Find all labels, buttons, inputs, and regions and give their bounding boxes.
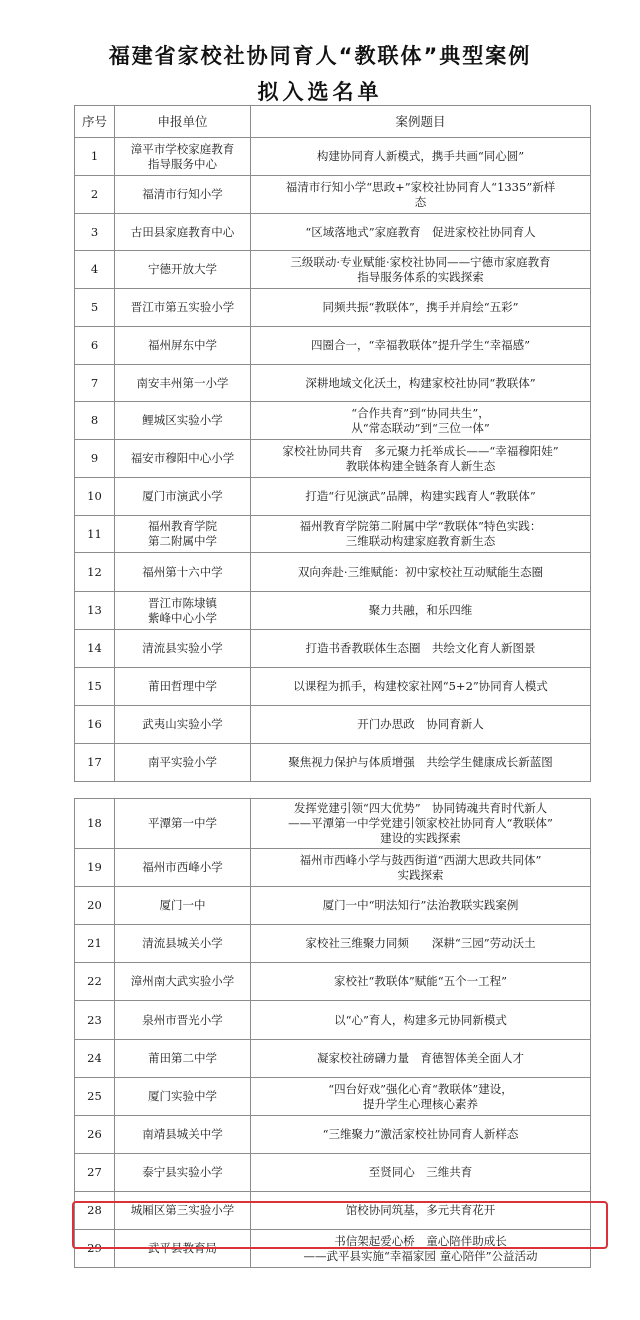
row-case-title: 书信架起爱心桥 童心陪伴助成长 ——武平县实施“幸福家园 童心陪伴”公益活动 bbox=[251, 1230, 591, 1268]
table-row bbox=[75, 799, 591, 849]
row-case-title: “合作共育”到“协同共生”， 从“常态联动”到“三位一体” bbox=[251, 402, 591, 440]
row-number: 4 bbox=[75, 251, 115, 289]
table-row bbox=[75, 365, 591, 402]
row-unit: 清流县城关小学 bbox=[115, 925, 251, 963]
row-number: 2 bbox=[75, 176, 115, 214]
row-unit: 鲤城区实验小学 bbox=[115, 402, 251, 440]
table-row bbox=[75, 138, 591, 176]
table-row bbox=[75, 668, 591, 706]
table-row bbox=[75, 963, 591, 1001]
row-unit: 漳平市学校家庭教育 指导服务中心 bbox=[115, 138, 251, 176]
row-unit: 南安丰州第一小学 bbox=[115, 365, 251, 402]
row-unit: 泉州市晋光小学 bbox=[115, 1001, 251, 1040]
row-unit: 宁德开放大学 bbox=[115, 251, 251, 289]
table-row bbox=[75, 1116, 591, 1154]
row-number: 15 bbox=[75, 668, 115, 706]
row-number: 1 bbox=[75, 138, 115, 176]
row-unit: 清流县实验小学 bbox=[115, 630, 251, 668]
table-row bbox=[75, 516, 591, 553]
row-case-title: 以“心”育人，构建多元协同新模式 bbox=[251, 1001, 591, 1040]
row-unit: 福州市西峰小学 bbox=[115, 849, 251, 887]
table-row bbox=[75, 327, 591, 365]
row-unit: 福清市行知小学 bbox=[115, 176, 251, 214]
row-number: 28 bbox=[75, 1192, 115, 1230]
table-row bbox=[75, 592, 591, 630]
row-number: 3 bbox=[75, 214, 115, 251]
row-case-title: 福清市行知小学“思政+”家校社协同育人“1335”新样 态 bbox=[251, 176, 591, 214]
row-unit: 南靖县城关中学 bbox=[115, 1116, 251, 1154]
row-case-title: 以课程为抓手，构建校家社网“5+2”协同育人模式 bbox=[251, 668, 591, 706]
row-number: 25 bbox=[75, 1078, 115, 1116]
row-unit: 莆田哲理中学 bbox=[115, 668, 251, 706]
row-case-title: 同频共振“教联体”，携手并肩绘“五彩” bbox=[251, 289, 591, 327]
table-row bbox=[75, 925, 591, 963]
row-unit: 武夷山实验小学 bbox=[115, 706, 251, 744]
row-number: 8 bbox=[75, 402, 115, 440]
row-unit: 厦门市演武小学 bbox=[115, 478, 251, 516]
table-row bbox=[75, 1001, 591, 1040]
row-number: 12 bbox=[75, 553, 115, 592]
row-case-title: 三级联动·专业赋能·家校社协同——宁德市家庭教育 指导服务体系的实践探索 bbox=[251, 251, 591, 289]
row-unit: 漳州南大武实验小学 bbox=[115, 963, 251, 1001]
row-unit: 厦门实验中学 bbox=[115, 1078, 251, 1116]
row-case-title: 双向奔赴·三维赋能：初中家校社互动赋能生态圈 bbox=[251, 553, 591, 592]
row-unit: 晋江市第五实验小学 bbox=[115, 289, 251, 327]
row-number: 11 bbox=[75, 516, 115, 553]
highlight-box-row-28 bbox=[72, 1201, 608, 1249]
row-unit: 莆田第二中学 bbox=[115, 1040, 251, 1078]
row-number: 21 bbox=[75, 925, 115, 963]
table-row bbox=[75, 214, 591, 251]
row-unit: 古田县家庭教育中心 bbox=[115, 214, 251, 251]
row-number: 13 bbox=[75, 592, 115, 630]
case-table-part-1 bbox=[74, 105, 591, 782]
table-row bbox=[75, 553, 591, 592]
row-number: 23 bbox=[75, 1001, 115, 1040]
case-table-part-2 bbox=[74, 798, 591, 1268]
row-case-title: 凝家校社磅礴力量 育德智体美全面人才 bbox=[251, 1040, 591, 1078]
row-number: 5 bbox=[75, 289, 115, 327]
row-number: 6 bbox=[75, 327, 115, 365]
row-unit: 武平县教育局 bbox=[115, 1230, 251, 1268]
row-case-title: 构建协同育人新模式，携手共画“同心圆” bbox=[251, 138, 591, 176]
table-row bbox=[75, 251, 591, 289]
row-number: 17 bbox=[75, 744, 115, 782]
document-subtitle: 拟入选名单 bbox=[257, 80, 383, 104]
row-unit: 南平实验小学 bbox=[115, 744, 251, 782]
row-case-title: “四台好戏”强化心育“教联体”建设， 提升学生心理核心素养 bbox=[251, 1078, 591, 1116]
row-number: 24 bbox=[75, 1040, 115, 1078]
row-number: 22 bbox=[75, 963, 115, 1001]
table-row bbox=[75, 630, 591, 668]
row-number: 27 bbox=[75, 1154, 115, 1192]
row-case-title: 至贤同心 三维共育 bbox=[251, 1154, 591, 1192]
row-unit: 城厢区第三实验小学 bbox=[115, 1192, 251, 1230]
row-number: 14 bbox=[75, 630, 115, 668]
row-case-title: 家校社三维聚力同频 深耕“三园”劳动沃土 bbox=[251, 925, 591, 963]
row-case-title: 深耕地域文化沃土，构建家校社协同“教联体” bbox=[251, 365, 591, 402]
table-row bbox=[75, 887, 591, 925]
row-number: 19 bbox=[75, 849, 115, 887]
row-unit: 福州屏东中学 bbox=[115, 327, 251, 365]
row-unit: 福州教育学院 第二附属中学 bbox=[115, 516, 251, 553]
row-unit: 平潭第一中学 bbox=[115, 799, 251, 849]
row-unit: 泰宁县实验小学 bbox=[115, 1154, 251, 1192]
row-number: 16 bbox=[75, 706, 115, 744]
row-unit: 厦门一中 bbox=[115, 887, 251, 925]
row-case-title: 福州市西峰小学与鼓西街道“西湖大思政共同体” 实践探索 bbox=[251, 849, 591, 887]
row-case-title: “三维聚力”激活家校社协同育人新样态 bbox=[251, 1116, 591, 1154]
row-unit: 晋江市陈埭镇 紫峰中心小学 bbox=[115, 592, 251, 630]
row-case-title: 家校社“教联体”赋能“五个一工程” bbox=[251, 963, 591, 1001]
table-row bbox=[75, 1154, 591, 1192]
row-case-title: 发挥党建引领“四大优势” 协同铸魂共育时代新人 ——平潭第一中学党建引领家校社协同育人“教联体” 建设的实践探索 bbox=[251, 799, 591, 849]
header-case-title: 案例题目 bbox=[251, 106, 591, 138]
table-row bbox=[75, 744, 591, 782]
table-row bbox=[75, 706, 591, 744]
row-number: 7 bbox=[75, 365, 115, 402]
document-title: 福建省家校社协同育人“教联体”典型案例 bbox=[108, 44, 532, 68]
row-number: 9 bbox=[75, 440, 115, 478]
row-unit: 福安市穆阳中心小学 bbox=[115, 440, 251, 478]
row-case-title: 福州教育学院第二附属中学“教联体”特色实践： 三维联动构建家庭教育新生态 bbox=[251, 516, 591, 553]
header-unit: 申报单位 bbox=[115, 106, 251, 138]
table-row bbox=[75, 176, 591, 214]
table-row bbox=[75, 478, 591, 516]
row-case-title: 打造“行见演武”品牌，构建实践育人“教联体” bbox=[251, 478, 591, 516]
row-case-title: 四圈合一，“幸福教联体”提升学生“幸福感” bbox=[251, 327, 591, 365]
header-number: 序号 bbox=[75, 106, 115, 138]
row-number: 26 bbox=[75, 1116, 115, 1154]
row-case-title: 开门办思政 协同育新人 bbox=[251, 706, 591, 744]
row-case-title: 馆校协同筑基，多元共育花开 bbox=[251, 1192, 591, 1230]
row-case-title: 聚焦视力保护与体质增强 共绘学生健康成长新蓝图 bbox=[251, 744, 591, 782]
table-row bbox=[75, 849, 591, 887]
table-row bbox=[75, 289, 591, 327]
row-number: 20 bbox=[75, 887, 115, 925]
row-case-title: 厦门一中“明法知行”法治教联实践案例 bbox=[251, 887, 591, 925]
table-header-row bbox=[75, 106, 591, 138]
row-case-title: 打造书香教联体生态圈 共绘文化育人新图景 bbox=[251, 630, 591, 668]
row-number: 18 bbox=[75, 799, 115, 849]
row-number: 29 bbox=[75, 1230, 115, 1268]
row-unit: 福州第十六中学 bbox=[115, 553, 251, 592]
table-row bbox=[75, 440, 591, 478]
table-row bbox=[75, 402, 591, 440]
row-case-title: 家校社协同共育 多元聚力托举成长——“幸福穆阳娃” 教联体构建全链条育人新生态 bbox=[251, 440, 591, 478]
table-row bbox=[75, 1078, 591, 1116]
row-number: 10 bbox=[75, 478, 115, 516]
row-case-title: “区域落地式”家庭教育 促进家校社协同育人 bbox=[251, 214, 591, 251]
row-case-title: 聚力共融，和乐四维 bbox=[251, 592, 591, 630]
table-row bbox=[75, 1040, 591, 1078]
